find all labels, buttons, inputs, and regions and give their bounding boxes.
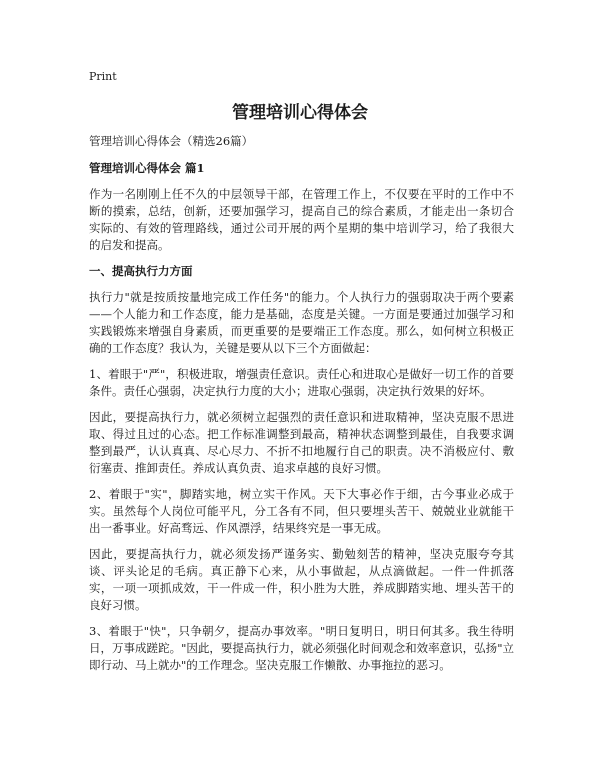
print-link[interactable]: Print — [89, 70, 117, 83]
page-title: 管理培训心得体会 — [232, 103, 368, 123]
paragraph: 执行力"就是按质按量地完成工作任务"的能力。个人执行力的强弱取决于两个要素——个人能力和工作态度，能力是基础，态度是关键。一方面是要通过加强学习和实践锻炼来增强自身素质，而更重要的是要端正工作态度。那么，如何树立积极正确的工作态度？我认为，关键是要从以下三个方面做起： — [89, 290, 514, 355]
article-subtitle: 管理培训心得体会（精选26篇） — [89, 134, 254, 148]
section-heading-execution: 一、提高执行力方面 — [89, 264, 193, 278]
paragraph: 2、着眼于"实"，脚踏实地，树立实干作风。天下大事必作于细，古今事业必成于实。虽然每个人岗位可能平凡，分工各有不同，但只要埋头苦干、兢兢业业就能干出一番事业。好高骛远、作风漂浮，结果终究是一事无成。 — [89, 487, 514, 535]
intro-paragraph: 作为一名刚刚上任不久的中层领导干部，在管理工作上，不仅要在平时的工作中不断的摸索，总结，创新，还要加强学习，提高自己的综合素质，才能走出一条切合实际的、有效的管理路线，通过公司开展的两个星期的集中培训学习，给了我很大的启发和提高。 — [89, 187, 514, 252]
paragraph: 3、着眼于"快"，只争朝夕，提高办事效率。"明日复明日，明日何其多。我生待明日，万事成蹉跎。"因此，要提高执行力，就必须强化时间观念和效率意识，弘扬"立即行动、马上就办"的工作理念。坚决克服工作懒散、办事拖拉的恶习。 — [89, 624, 514, 672]
paragraph: 因此，要提高执行力，就必须发扬严谨务实、勤勉刻苦的精神，坚决克服夸夸其谈、评头论足的毛病。真正静下心来，从小事做起，从点滴做起。一件一件抓落实，一项一项抓成效，干一件成一件，积小胜为大胜，养成脚踏实地、埋头苦干的良好习惯。 — [89, 547, 514, 612]
paragraph: 1、着眼于"严"，积极进取，增强责任意识。责任心和进取心是做好一切工作的首要条件。责任心强弱，决定执行力度的大小；进取心强弱，决定执行效果的好坏。 — [89, 367, 514, 398]
article-body — [89, 133, 514, 683]
paragraph: 因此，要提高执行力，就必须树立起强烈的责任意识和进取精神，坚决克服不思进取、得过且过的心态。把工作标准调整到最高，精神状态调整到最佳，自我要求调整到最严，认认真真、尽心尽力、不折不扣地履行自己的职责。决不消极应付、敷衍塞责、推卸责任。养成认真负责、追求卓越的良好习惯。 — [89, 410, 514, 475]
section-heading-1: 管理培训心得体会 篇1 — [89, 161, 205, 175]
